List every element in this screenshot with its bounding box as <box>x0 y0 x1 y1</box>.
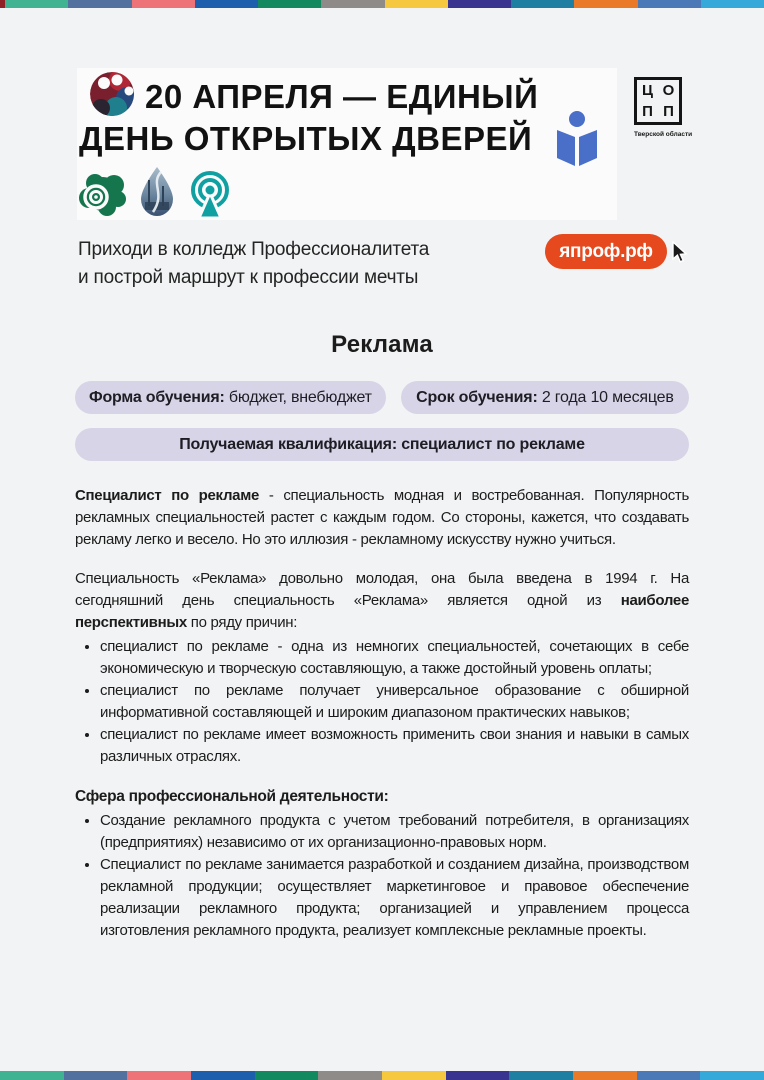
copp-letter: О <box>662 82 675 99</box>
yaprof-link-button[interactable]: япроф.рф <box>545 234 667 269</box>
industry-icon-row <box>79 166 233 223</box>
oil-drop-icon <box>140 166 174 223</box>
subtitle-line2: и построй маршрут к профессии мечты <box>78 267 419 288</box>
list-item: • специалист по рекламе получает универсальное образование с обширной информативной составляющей и широким диапазоном практических навыков; <box>100 680 689 724</box>
list-item: • Специалист по рекламе занимается разработкой и созданием дизайна, производством рекламной продукции; осуществляет маркетинговое и правовое обеспечение реализации рекламного продукта; организацией и управлением процесса изготовления рекламного продукта, реализует комплексные рекламные проекты. <box>100 854 689 942</box>
bottom-color-stripe <box>0 1071 764 1080</box>
sphere-heading: Сфера профессиональной деятельности: <box>75 788 389 805</box>
reading-person-icon <box>555 110 599 173</box>
list-item: • Создание рекламного продукта с учетом требований потребителя, в организациях (предприятиях) независимо от их организационно-правовых норм. <box>100 810 689 854</box>
eco-cloud-icon <box>79 171 127 223</box>
top-color-stripe <box>0 0 764 8</box>
qualification-badge: Получаемая квалификация: специалист по рекламе <box>75 428 689 461</box>
study-form-badge: Форма обучения: бюджет, внебюджет <box>75 381 386 414</box>
reasons-list <box>75 636 689 768</box>
banner-subtitle <box>78 236 429 292</box>
badge-row <box>75 381 689 414</box>
copp-letter: П <box>642 103 653 120</box>
subtitle-line1: Приходи в колледж Профессионалитета <box>78 239 430 260</box>
history-paragraph: Специальность «Реклама» довольно молодая, она была введена в 1994 г. На сегодняшний день специальность «Реклама» является одной из наиболее перспективных по ряду причин: <box>75 570 689 631</box>
program-content <box>75 318 689 942</box>
sphere-list <box>75 810 689 942</box>
mouse-cursor-icon <box>670 241 691 269</box>
list-item: • специалист по рекламе - одна из немногих специальностей, сочетающих в себе экономическую и творческую составляющую, а также достойный уровень оплаты; <box>100 636 689 680</box>
palette-icon <box>89 71 135 122</box>
copp-logo-box <box>634 77 682 125</box>
intro-paragraph: Специалист по рекламе - специальность модная и востребованная. Популярность рекламных специальностей растет с каждым годом. Со стороны, кажется, что создавать рекламу легко и весело. Но это иллюзия - рекламному искусству нужно учиться. <box>75 487 689 548</box>
copp-letter: Ц <box>642 82 653 99</box>
radio-tower-icon <box>187 171 233 223</box>
study-term-badge: Срок обучения: 2 года 10 месяцев <box>401 381 689 414</box>
banner-title-line2: ДЕНЬ ОТКРЫТЫХ ДВЕРЕЙ <box>79 120 533 157</box>
copp-letter: П <box>663 103 674 120</box>
event-banner <box>77 68 617 220</box>
list-item: • специалист по рекламе имеет возможность применить свои знания и навыки в самых различных отраслях. <box>100 724 689 768</box>
copp-logo <box>634 77 693 138</box>
program-title: Реклама <box>331 331 433 358</box>
banner-title-line1: 20 АПРЕЛЯ — ЕДИНЫЙ <box>145 78 539 115</box>
copp-caption: Тверской области <box>634 131 693 138</box>
